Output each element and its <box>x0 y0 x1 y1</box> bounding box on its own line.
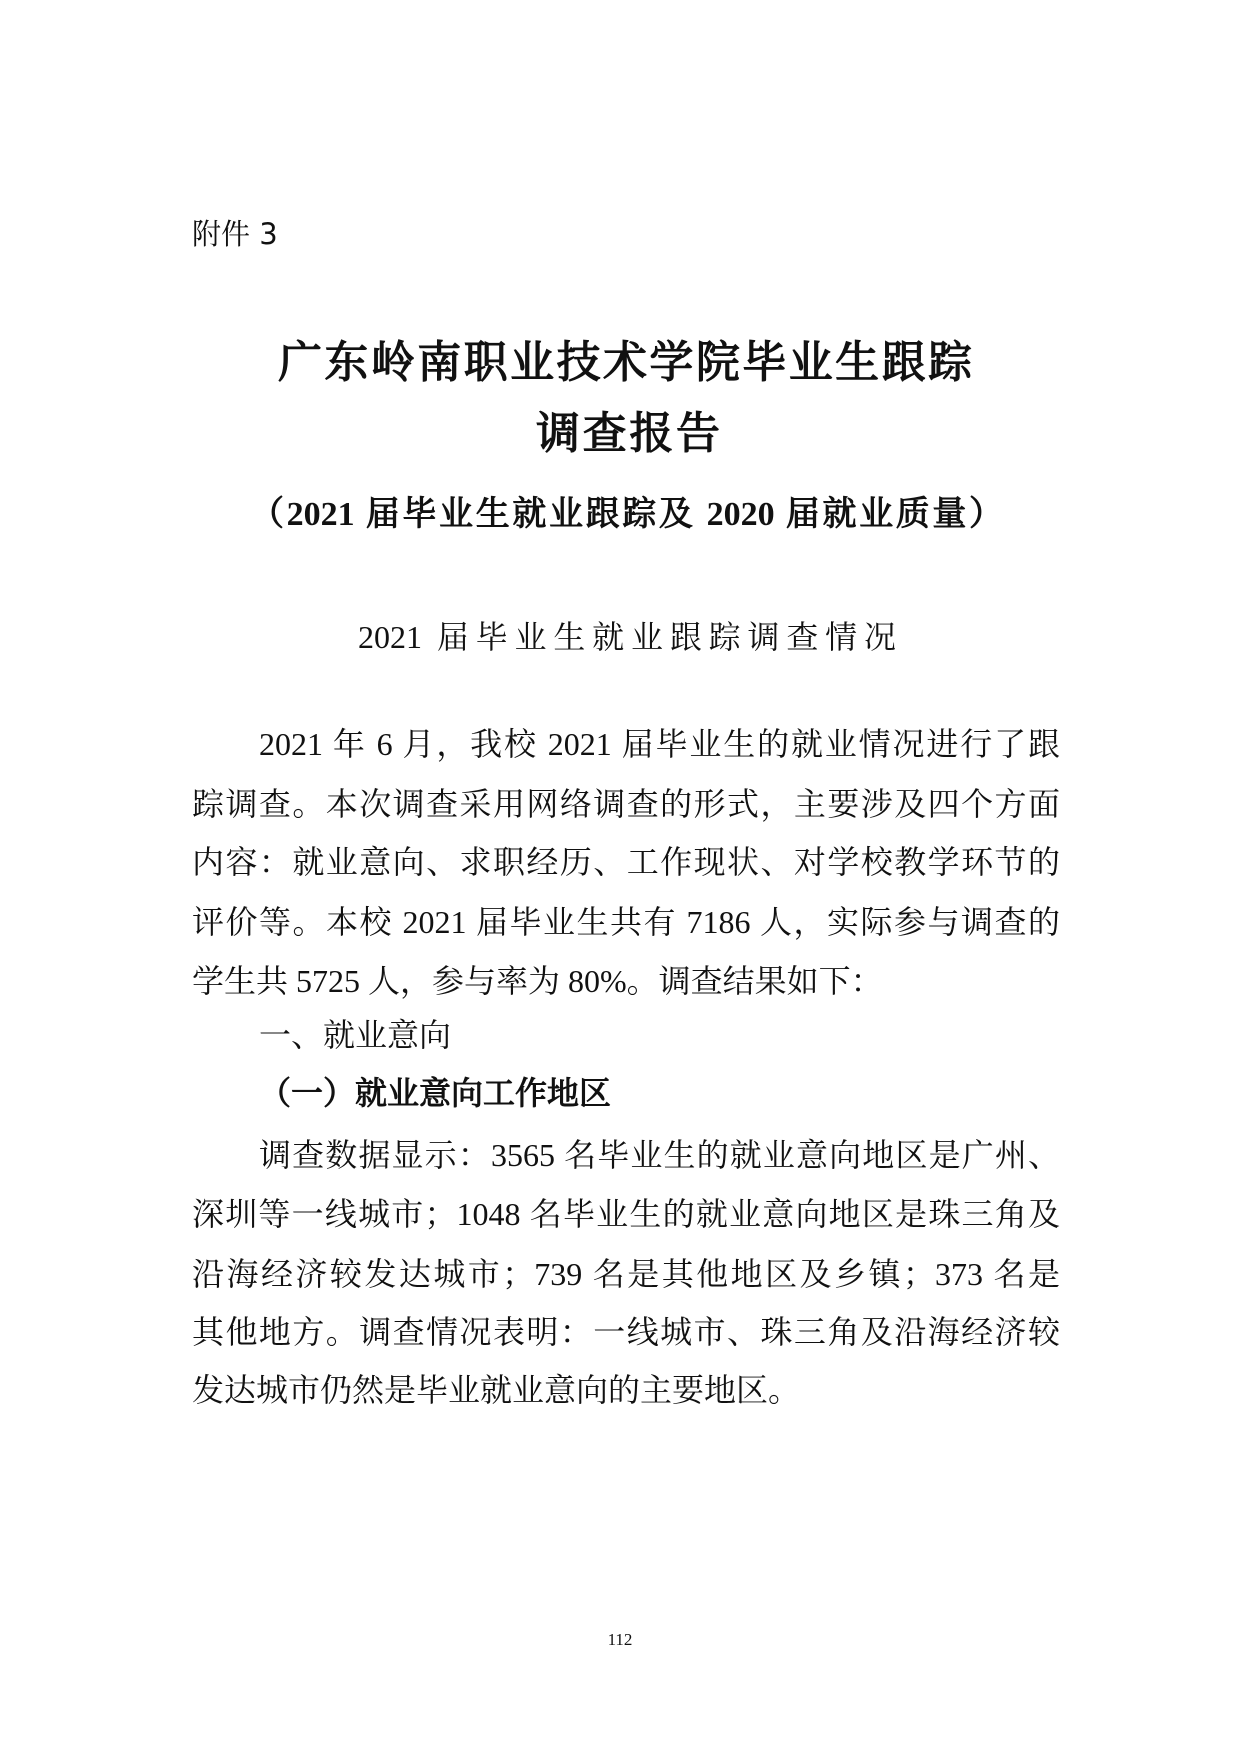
paragraph-line: 发达城市仍然是毕业就业意向的主要地区。 <box>192 1372 801 1408</box>
subtitle: （2021 届毕业生就业跟踪及 2020 届就业质量） <box>250 496 1003 533</box>
paragraph-line: 评价等。本校 2021 届毕业生共有 7186 人，实际参与调查的 <box>192 904 1060 940</box>
paragraph-line: 学生共 5725 人，参与率为 80%。调查结果如下： <box>192 963 883 999</box>
title-line-1: 广东岭南职业技术学院毕业生跟踪 <box>278 338 972 387</box>
paragraph-line: 深圳等一线城市；1048 名毕业生的就业意向地区是珠三角及 <box>192 1196 1060 1232</box>
paragraph-line: 2021 年 6 月，我校 2021 届毕业生的就业情况进行了跟 <box>259 726 1060 762</box>
attachment-label: 附件 3 <box>192 217 278 251</box>
section-heading: 2021 届毕业生就业跟踪调查情况 <box>358 619 896 655</box>
subheading-intended-work-region: （一）就业意向工作地区 <box>259 1075 612 1111</box>
paragraph-line: 内容：就业意向、求职经历、工作现状、对学校教学环节的 <box>192 844 1060 880</box>
title-line-2: 调查报告 <box>536 409 720 458</box>
heading-employment-intention: 一、就业意向 <box>259 1016 452 1054</box>
paragraph-line: 沿海经济较发达城市；739 名是其他地区及乡镇；373 名是 <box>192 1256 1060 1292</box>
page-number: 112 <box>607 1630 633 1649</box>
paragraph-line: 踪调查。本次调查采用网络调查的形式，主要涉及四个方面 <box>192 786 1060 822</box>
paragraph-line: 调查数据显示：3565 名毕业生的就业意向地区是广州、 <box>259 1137 1060 1173</box>
paragraph-line: 其他地方。调查情况表明：一线城市、珠三角及沿海经济较 <box>192 1314 1060 1350</box>
